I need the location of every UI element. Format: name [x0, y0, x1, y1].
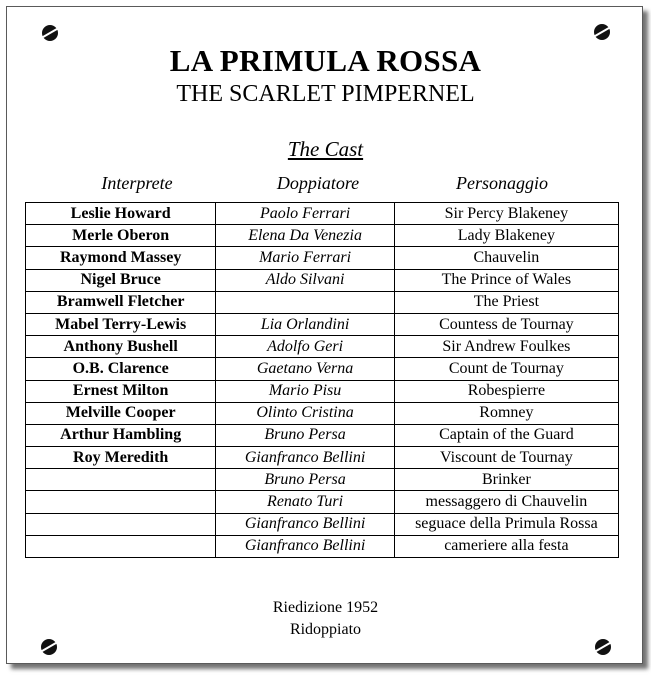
table-row — [26, 291, 619, 313]
table-row — [26, 336, 619, 358]
actor-cell — [26, 491, 216, 513]
column-header-personaggio: Personaggio — [456, 173, 548, 193]
voice-actor-cell: Mario Pisu — [216, 380, 394, 402]
actor-cell: Roy Meredith — [26, 447, 216, 469]
actor-cell: Melville Cooper — [26, 402, 216, 424]
screw-icon — [42, 25, 58, 41]
table-row — [26, 535, 619, 557]
character-cell: The Priest — [394, 291, 618, 313]
table-row — [26, 447, 619, 469]
voice-actor-cell: Elena Da Venezia — [216, 225, 394, 247]
voice-actor-cell: Bruno Persa — [216, 469, 394, 491]
table-row — [26, 358, 619, 380]
character-cell: The Prince of Wales — [394, 269, 618, 291]
column-header-doppiatore: Doppiatore — [276, 173, 360, 193]
character-cell: Robespierre — [394, 380, 618, 402]
table-row — [26, 269, 619, 291]
character-cell: messaggero di Chauvelin — [394, 491, 618, 513]
voice-actor-cell: Renato Turi — [216, 491, 394, 513]
voice-actor-cell: Paolo Ferrari — [216, 203, 394, 225]
table-row — [26, 424, 619, 446]
voice-actor-cell: Bruno Persa — [216, 424, 394, 446]
voice-actor-cell: Gianfranco Bellini — [216, 447, 394, 469]
voice-actor-cell: Lia Orlandini — [216, 313, 394, 335]
screw-icon — [41, 639, 57, 655]
actor-cell: Leslie Howard — [26, 203, 216, 225]
actor-cell: Merle Oberon — [26, 225, 216, 247]
table-row — [26, 402, 619, 424]
page-title: LA PRIMULA ROSSA — [169, 43, 482, 78]
cast-table — [25, 202, 619, 558]
table-row — [26, 513, 619, 535]
actor-cell: Ernest Milton — [26, 380, 216, 402]
cast-heading: The Cast — [287, 137, 364, 161]
character-cell: Viscount de Tournay — [394, 447, 618, 469]
voice-actor-cell: Olinto Cristina — [216, 402, 394, 424]
column-header-interprete: Interprete — [101, 173, 173, 193]
character-cell: Sir Percy Blakeney — [394, 203, 618, 225]
character-cell: seguace della Primula Rossa — [394, 513, 618, 535]
footer-note: Ridoppiato — [289, 621, 362, 638]
actor-cell: Arthur Hambling — [26, 424, 216, 446]
voice-actor-cell: Gianfranco Bellini — [216, 513, 394, 535]
table-row — [26, 380, 619, 402]
table-row — [26, 203, 619, 225]
character-cell: Countess de Tournay — [394, 313, 618, 335]
character-cell: Lady Blakeney — [394, 225, 618, 247]
screw-icon — [594, 24, 610, 40]
voice-actor-cell — [216, 291, 394, 313]
table-row — [26, 491, 619, 513]
footer — [7, 597, 644, 641]
voice-actor-cell: Gianfranco Bellini — [216, 535, 394, 557]
character-cell: Sir Andrew Foulkes — [394, 336, 618, 358]
actor-cell: Anthony Bushell — [26, 336, 216, 358]
actor-cell — [26, 469, 216, 491]
actor-cell: Mabel Terry-Lewis — [26, 313, 216, 335]
actor-cell: Bramwell Fletcher — [26, 291, 216, 313]
character-cell: Count de Tournay — [394, 358, 618, 380]
character-cell: Brinker — [394, 469, 618, 491]
actor-cell — [26, 513, 216, 535]
footer-edition: Riedizione 1952 — [272, 599, 379, 616]
table-row — [26, 313, 619, 335]
table-row — [26, 225, 619, 247]
voice-actor-cell: Adolfo Geri — [216, 336, 394, 358]
character-cell: Chauvelin — [394, 247, 618, 269]
table-row — [26, 247, 619, 269]
table-row — [26, 469, 619, 491]
actor-cell: Nigel Bruce — [26, 269, 216, 291]
actor-cell — [26, 535, 216, 557]
character-cell: Captain of the Guard — [394, 424, 618, 446]
page-subtitle: THE SCARLET PIMPERNEL — [176, 81, 475, 107]
actor-cell: O.B. Clarence — [26, 358, 216, 380]
plaque — [6, 6, 643, 664]
voice-actor-cell: Mario Ferrari — [216, 247, 394, 269]
screw-icon — [595, 639, 611, 655]
voice-actor-cell: Gaetano Verna — [216, 358, 394, 380]
voice-actor-cell: Aldo Silvani — [216, 269, 394, 291]
character-cell: Romney — [394, 402, 618, 424]
actor-cell: Raymond Massey — [26, 247, 216, 269]
character-cell: cameriere alla festa — [394, 535, 618, 557]
